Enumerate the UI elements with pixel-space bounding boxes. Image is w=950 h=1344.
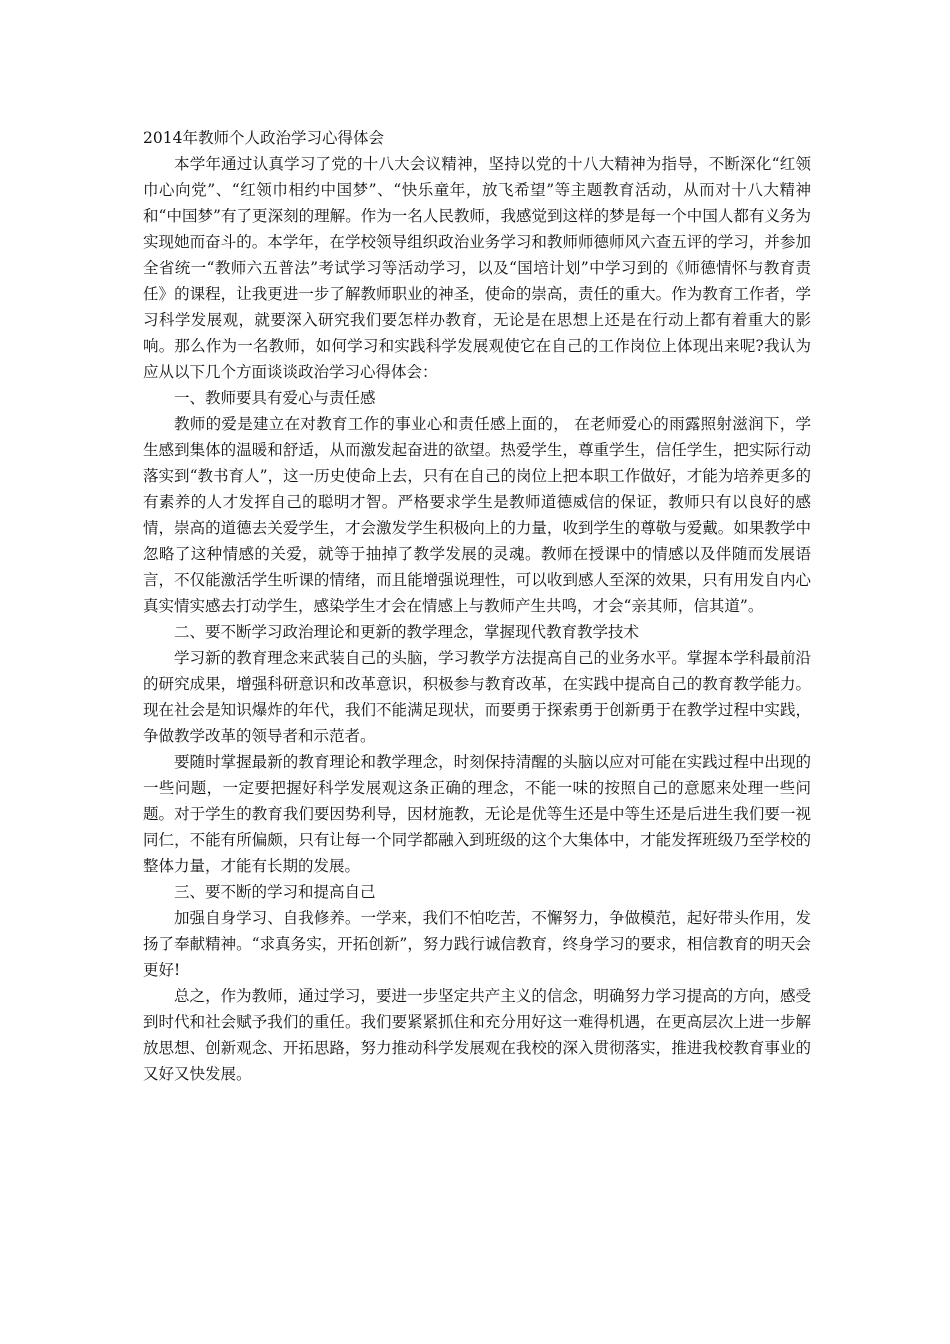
section-2-paragraph-2: 要随时掌握最新的教育理论和教学理念，时刻保持清醒的头脑以应对可能在实践过程中出现的一些问题，一定要把握好科学发展观这条正确的理念，不能一味的按照自己的意愿来处理一些问题。对于学生的教育我们要因势利导，因材施教，无论是优等生还是中等生还是后进生我们要一视同仁，不能有所偏颇，只有让每一个同学都融入到班级的这个大集体中，才能发挥班级乃至学校的整体力量，才能有长期的发展。 (143, 753, 811, 875)
document-title: 2014年教师个人政治学习心得体会 (143, 129, 384, 147)
conclusion-paragraph: 总之，作为教师，通过学习，要进一步坚定共产主义的信念，明确努力学习提高的方向，感受到时代和社会赋予我们的重任。我们要紧紧抓住和充分用好这一难得机遇，在更高层次上进一步解放思想、创新观念、开拓思路，努力推动科学发展观在我校的深入贯彻落实，推进我校教育事业的又好又快发展。 (143, 987, 811, 1083)
section-2-paragraph-1: 学习新的教育理念来武装自己的头脑，学习教学方法提高自己的业务水平。掌握本学科最前沿的研究成果，增强科研意识和改革意识，积极参与教育改革，在实践中提高自己的教育教学能力。现在社会是知识爆炸的年代，我们不能满足现状，而要勇于探索勇于创新勇于在教学过程中实践，争做教学改革的领导者和示范者。 (143, 649, 811, 745)
section-2-heading: 二、要不断学习政治理论和更新的教学理念，掌握现代教育教学技术 (174, 623, 640, 641)
section-3-paragraph: 加强自身学习、自我修养。一学来，我们不怕吃苦，不懈努力，争做模范，起好带头作用，发扬了奉献精神。“求真务实，开拓创新”，努力践行诚信教育，终身学习的要求，相信教育的明天会更好! (143, 909, 811, 979)
document-page (143, 125, 811, 1087)
section-1-paragraph: 教师的爱是建立在对教育工作的事业心和责任感上面的， 在老师爱心的雨露照射滋润下，学生感到集体的温暖和舒适，从而激发起奋进的欲望。热爱学生，尊重学生，信任学生，把实际行动落实到“教书育人”，这一历史使命上去，只有在自己的岗位上把本职工作做好，才能为培养更多的有素养的人才发挥自己的聪明才智。严格要求学生是教师道德威信的保证，教师只有以良好的感情，崇高的道德去关爱学生，才会激发学生积极向上的力量，收到学生的尊敬与爱戴。如果教学中忽略了这种情感的关爱，就等于抽掉了教学发展的灵魂。教师在授课中的情感以及伴随而发展语言，不仅能激活学生听课的情绪，而且能增强说理性，可以收到感人至深的效果，只有用发自内心真实情实感去打动学生，感染学生才会在情感上与教师产生共鸣，才会“亲其师，信其道”。 (143, 415, 811, 615)
section-3-heading: 三、要不断的学习和提高自己 (174, 883, 376, 901)
intro-paragraph: 本学年通过认真学习了党的十八大会议精神，坚持以党的十八大精神为指导，不断深化“红领巾心向党”、“红领巾相约中国梦”、“快乐童年，放飞希望”等主题教育活动，从而对十八大精神和“中国梦”有了更深刻的理解。作为一名人民教师，我感觉到这样的梦是每一个中国人都有义务为实现她而奋斗的。本学年，在学校领导组织政治业务学习和教师师德师风六查五评的学习，并参加全省统一“教师六五普法”考试学习等活动学习，以及“国培计划”中学习到的《师德情怀与教育责任》的课程，让我更进一步了解教师职业的神圣，使命的崇高，责任的重大。作为教育工作者，学习科学发展观，就要深入研究我们要怎样办教育，无论是在思想上还是在行动上都有着重大的影响。那么作为一名教师，如何学习和实践科学发展观使它在自己的工作岗位上体现出来呢?我认为应从以下几个方面谈谈政治学习心得体会： (143, 155, 811, 381)
section-1-heading: 一、教师要具有爱心与责任感 (174, 389, 376, 407)
